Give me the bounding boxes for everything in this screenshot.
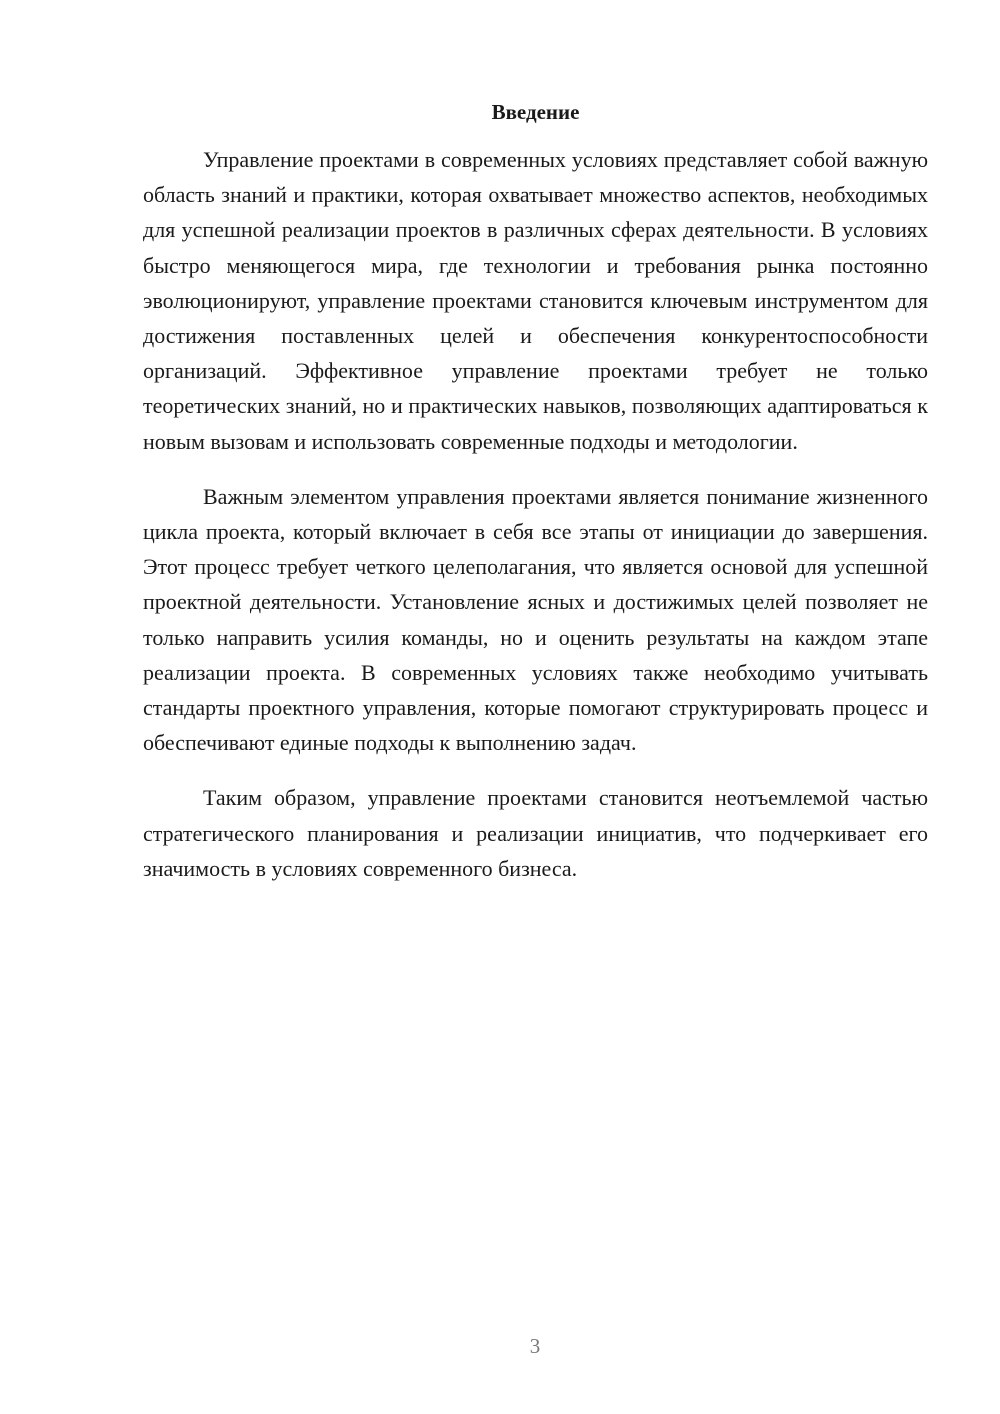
paragraph-3: Таким образом, управление проектами становится неотъемлемой частью стратегического планирования и реализации инициатив, что подчеркивает его значимость в условиях современного бизнеса. bbox=[143, 785, 928, 881]
paragraph-1: Управление проектами в современных условиях представляет собой важную область знаний и практики, которая охватывает множество аспектов, необходимых для успешной реализации проектов в различных сферах деятельности. В условиях быстро меняющегося мира, где технологии и требования рынка постоянно эволюционируют, управление проектами становится ключевым инструментом для достижения поставленных целей и обеспечения конкурентоспособности организаций. Эффективное управление проектами требует не только теоретических знаний, но и практических навыков, позволяющих адаптироваться к новым вызовам и использовать современные подходы и методологии. bbox=[143, 147, 928, 454]
page-number: 3 bbox=[529, 1334, 541, 1358]
document-body bbox=[143, 142, 928, 906]
section-heading: Введение bbox=[491, 100, 580, 124]
paragraph-2: Важным элементом управления проектами является понимание жизненного цикла проекта, который включает в себя все этапы от инициации до завершения. Этот процесс требует четкого целеполагания, что является основой для успешной проектной деятельности. Установление ясных и достижимых целей позволяет не только направить усилия команды, но и оценить результаты на каждом этапе реализации проекта. В современных условиях также необходимо учитывать стандарты проектного управления, которые помогают структурировать процесс и обеспечивают единые подходы к выполнению задач. bbox=[143, 483, 928, 756]
